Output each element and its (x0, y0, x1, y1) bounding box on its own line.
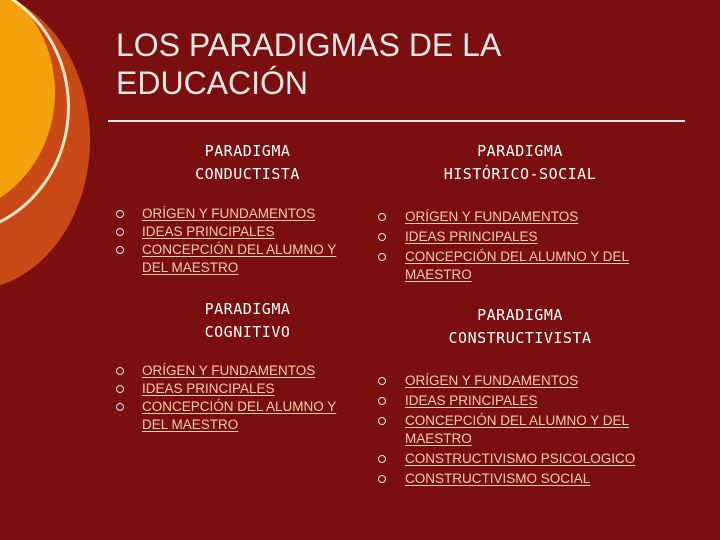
list-cognitivo (116, 362, 366, 434)
link-historico-origen[interactable]: ORÍGEN Y FUNDAMENTOS (378, 208, 638, 226)
title-divider (108, 120, 685, 122)
link-cognitivo-origen[interactable]: ORÍGEN Y FUNDAMENTOS (116, 362, 366, 380)
link-conductista-ideas[interactable]: IDEAS PRINCIPALES (116, 223, 366, 241)
link-cognitivo-ideas[interactable]: IDEAS PRINCIPALES (116, 380, 366, 398)
heading-historico-social-line2: HISTÓRICO-SOCIAL (443, 165, 597, 183)
link-historico-ideas[interactable]: IDEAS PRINCIPALES (378, 228, 638, 246)
decorative-circle-outer (0, 0, 90, 290)
heading-constructivista (410, 304, 630, 350)
bullet-icon (116, 367, 124, 375)
link-conductista-origen[interactable]: ORÍGEN Y FUNDAMENTOS (116, 205, 366, 223)
bullet-icon (116, 210, 124, 218)
bullet-icon (116, 403, 124, 411)
bullet-icon (378, 455, 386, 463)
decorative-circle-ring (0, 0, 70, 236)
heading-cognitivo-line1: PARADIGMA (204, 300, 291, 318)
link-constructivista-origen[interactable]: ORÍGEN Y FUNDAMENTOS (378, 372, 638, 390)
bullet-icon (116, 385, 124, 393)
bullet-icon (378, 233, 386, 241)
heading-cognitivo-line2: COGNITIVO (204, 323, 291, 341)
heading-constructivista-line2: CONSTRUCTIVISTA (448, 329, 592, 347)
bullet-icon (116, 246, 124, 254)
heading-cognitivo (155, 298, 340, 344)
link-constructivismo-psicologico[interactable]: CONSTRUCTIVISMO PSICOLOGICO (378, 450, 638, 468)
link-historico-concepcion[interactable]: CONCEPCIÓN DEL ALUMNO Y DEL MAESTRO (378, 248, 638, 284)
heading-conductista (155, 140, 340, 186)
link-constructivista-ideas[interactable]: IDEAS PRINCIPALES (378, 392, 638, 410)
bullet-icon (378, 397, 386, 405)
slide-title: LOS PARADIGMAS DE LA EDUCACIÓN (116, 27, 500, 101)
bullet-icon (116, 228, 124, 236)
link-constructivismo-social[interactable]: CONSTRUCTIVISMO SOCIAL (378, 470, 638, 488)
decorative-circle-inner (0, 0, 55, 215)
bullet-icon (378, 475, 386, 483)
list-historico-social (378, 208, 638, 286)
bullet-icon (378, 253, 386, 261)
heading-historico-social (410, 140, 630, 186)
link-cognitivo-concepcion[interactable]: CONCEPCIÓN DEL ALUMNO Y DEL MAESTRO (116, 398, 366, 434)
list-conductista (116, 205, 366, 277)
link-conductista-concepcion[interactable]: CONCEPCIÓN DEL ALUMNO Y DEL MAESTRO (116, 241, 366, 277)
bullet-icon (378, 417, 386, 425)
link-constructivista-concepcion[interactable]: CONCEPCIÓN DEL ALUMNO Y DEL MAESTRO (378, 412, 638, 448)
heading-conductista-line2: CONDUCTISTA (195, 165, 300, 183)
list-constructivista (378, 372, 638, 490)
heading-conductista-line1: PARADIGMA (204, 142, 291, 160)
bullet-icon (378, 213, 386, 221)
bullet-icon (378, 377, 386, 385)
heading-historico-social-line1: PARADIGMA (477, 142, 563, 160)
heading-constructivista-line1: PARADIGMA (477, 306, 563, 324)
